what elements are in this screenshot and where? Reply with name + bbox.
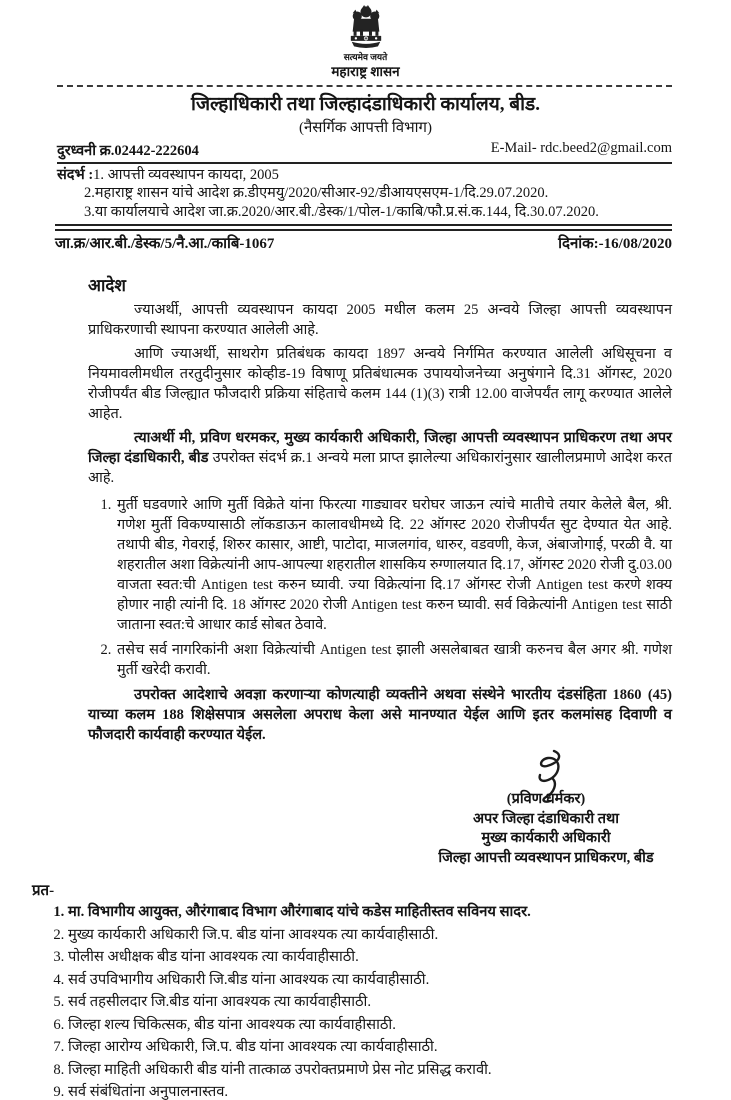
copy-recipient-3: 3. पोलीस अधीक्षक बीड यांना आवश्यक त्या कार्यवाहीसाठी.: [68, 949, 691, 965]
copy-recipient-2: 2. मुख्य कार्यकारी अधिकारी जि.प. बीड यांना आवश्यक त्या कार्यवाहीसाठी.: [68, 927, 691, 943]
phone-number: दुरध्वनी क्र.02442-222604: [57, 142, 199, 159]
order-paragraph-1: ज्याअर्थी, आपत्ती व्यवस्थापन कायदा 2005 मधील कलम 25 अन्वये जिल्हा आपत्ती व्यवस्थापन प्राधिकरणाची स्थापना करण्यात आलेली आहे.: [88, 302, 672, 338]
reference-item-1: 1. आपत्ती व्यवस्थापन कायदा, 2005: [93, 166, 279, 183]
references-label: संदर्भ :: [57, 166, 94, 183]
email-address: E-Mail- rdc.beed2@gmail.com: [490, 139, 672, 156]
order-paragraph-3: [88, 428, 672, 488]
copies-list: [32, 904, 691, 1100]
signature-block: [420, 747, 672, 868]
references-block: [57, 166, 672, 222]
emblem-motto: सत्यमेव जयते: [343, 52, 388, 62]
contact-row: [57, 140, 672, 160]
copy-recipient-9: 9. सर्व संबंधितांना अनुपालनास्तव.: [68, 1084, 691, 1100]
ashoka-emblem-icon: [340, 5, 392, 51]
order-directive-2: 2. तसेच सर्व नागरिकांनी अशा विक्रेत्यांची Antigen test झाली असलेबाबत खात्री करुनच बैल अगर श्री. गणेश मुर्ती खरेदी करावी.: [115, 640, 672, 680]
signatory-designation-1: अपर जिल्हा दंडाधिकारी तथा: [472, 810, 620, 827]
double-divider: [55, 224, 672, 231]
signatory-designation-3: जिल्हा आपत्ती व्यवस्थापन प्राधिकरण, बीड: [438, 849, 654, 866]
copy-recipient-6: 6. जिल्हा शल्य चिकित्सक, बीड यांना आवश्यक त्या कार्यवाहीसाठी.: [68, 1017, 691, 1033]
order-directives-list: [88, 495, 672, 680]
copy-recipient-1: 1. मा. विभागीय आयुक्त, औरंगाबाद विभाग औरंगाबाद यांचे कडेस माहितीस्तव सविनय सादर.: [68, 904, 691, 920]
order-date: दिनांक:-16/08/2020: [558, 236, 672, 252]
copy-recipient-7: 7. जिल्हा आरोग्य अधिकारी, जि.प. बीड यांना आवश्यक त्या कार्यवाहीसाठी.: [68, 1039, 691, 1055]
order-penalty-paragraph: उपरोक्त आदेशाचे अवज्ञा करणाऱ्या कोणत्याही व्यक्तीने अथवा संस्थेने भारतीय दंडसंहिता 1860 (45) याच्या कलम 188 शिक्षेसपात्र असलेला अपराध केला असे मानण्यात येईल आणि इतर कलमांसह दिवाणी व फौजदारी कार्यवाही करण्यात येईल.: [88, 687, 672, 743]
reference-item-3: 3.या कार्यालयाचे आदेश जा.क्र.2020/आर.बी./डेस्क/1/पोल-1/काबि/फौ.प्र.सं.क.144, दि.30.07.2020.: [84, 203, 599, 220]
copy-recipient-5: 5. सर्व तहसीलदार जि.बीड यांना आवश्यक त्या कार्यवाहीसाठी.: [68, 994, 691, 1010]
solid-divider: [57, 162, 672, 164]
copy-recipient-4: 4. सर्व उपविभागीय अधिकारी जि.बीड यांना आवश्यक त्या कार्यवाहीसाठी.: [68, 972, 691, 988]
outward-number: जा.क्र/आर.बी./डेस्क/5/नै.आ./काबि-1067: [55, 236, 275, 252]
order-paragraph-2: आणि ज्याअर्थी, साथरोग प्रतिबंधक कायदा 1897 अन्वये निर्गमित करण्यात आलेली अधिसूचना व नियमावलीमधील तरतुदीनुसार कोव्हीड-19 विषाणू प्रतिबंधात्मक उपाययोजनेच्या अनुषंगाने दि.31 ऑगस्ट, 2020 रोजीपर्यंत बीड जिल्ह्यात फौजदारी प्रक्रिया संहिताचे कलम 144 (1)(3) रात्री 12.00 वाजेपर्यंत लागू करण्यात आलेले आहेत.: [88, 346, 672, 422]
reference-item-2: 2.महाराष्ट्र शासन यांचे आदेश क्र.डीएमयु/2020/सीआर-92/डीआयएसएम-1/दि.29.07.2020.: [84, 185, 549, 201]
order-heading: आदेश: [88, 276, 126, 295]
order-paragraph-3-rest: उपरोक्त संदर्भ क्र.1 अन्वये मला प्राप्त झालेल्या अधिकारांनुसार खालीलप्रमाणे आदेश करत आहे.: [88, 450, 672, 486]
emblem-block: [0, 0, 731, 79]
order-paragraph-3-bold: त्याअर्थी मी, प्रविण धरमकर, मुख्य कार्यकारी अधिकारी, जिल्हा आपत्ती व्यवस्थापन प्राधिकरण तथा अपर जिल्हा दंडाधिकारी, बीड: [88, 430, 672, 466]
department-subtitle: (नैसर्गिक आपत्ती विभाग): [298, 119, 432, 136]
dashed-divider: [57, 85, 672, 87]
copies-section: [32, 880, 691, 1100]
copies-label: प्रत-: [32, 883, 55, 899]
outward-row: [55, 233, 672, 253]
signatory-name: (प्रविण धर्मकर): [506, 791, 586, 807]
reference-line-1: [57, 166, 672, 185]
government-name: महाराष्ट्र शासन: [331, 64, 400, 79]
order-directive-1: 1. मुर्ती घडवणारे आणि मुर्ती विक्रेते यांना फिरत्या गाड्यावर घरोघर जाऊन त्यांचे मातीचे तयार केलेले बैल, श्री. गणेश मुर्ती विकण्यासाठी लॉकडाऊन कालावधीमध्ये दि. 22 ऑगस्ट 2020 रोजीपर्यंत सुट देण्यात येत आहे. तथापी बीड, गेवराई, शिरुर कासार, आष्टी, पाटोदा, माजलगांव, धारुर, वडवणी, केज, अंबाजोगाई, परळी वै. या शहरातील अशा विक्रेत्यांनी आप-आपल्या शहरातील शासकिय रुग्णालयात दि.17, ऑगस्ट 2020 रोजी दु.03.00 वाजता स्वत:ची Antigen test करुन घ्यावी. ज्या विक्रेत्यांना दि.17 ऑगस्ट रोजी Antigen test करणे शक्य होणार नाही त्यांनी दि. 18 ऑगस्ट 2020 रोजी Antigen test करुन घ्यावी. सर्व विक्रेत्यांनी Antigen test साठी जाताना स्वत:चे आधार कार्ड सोबत ठेवावे.: [115, 495, 672, 635]
office-title: जिल्हाधिकारी तथा जिल्हादंडाधिकारी कार्यालय, बीड.: [191, 93, 540, 115]
signatory-designation-2: मुख्य कार्यकारी अधिकारी: [481, 830, 611, 846]
copy-recipient-8: 8. जिल्हा माहिती अधिकारी बीड यांनी तात्काळ उपरोक्तप्रमाणे प्रेस नोट प्रसिद्ध करावी.: [68, 1062, 691, 1078]
